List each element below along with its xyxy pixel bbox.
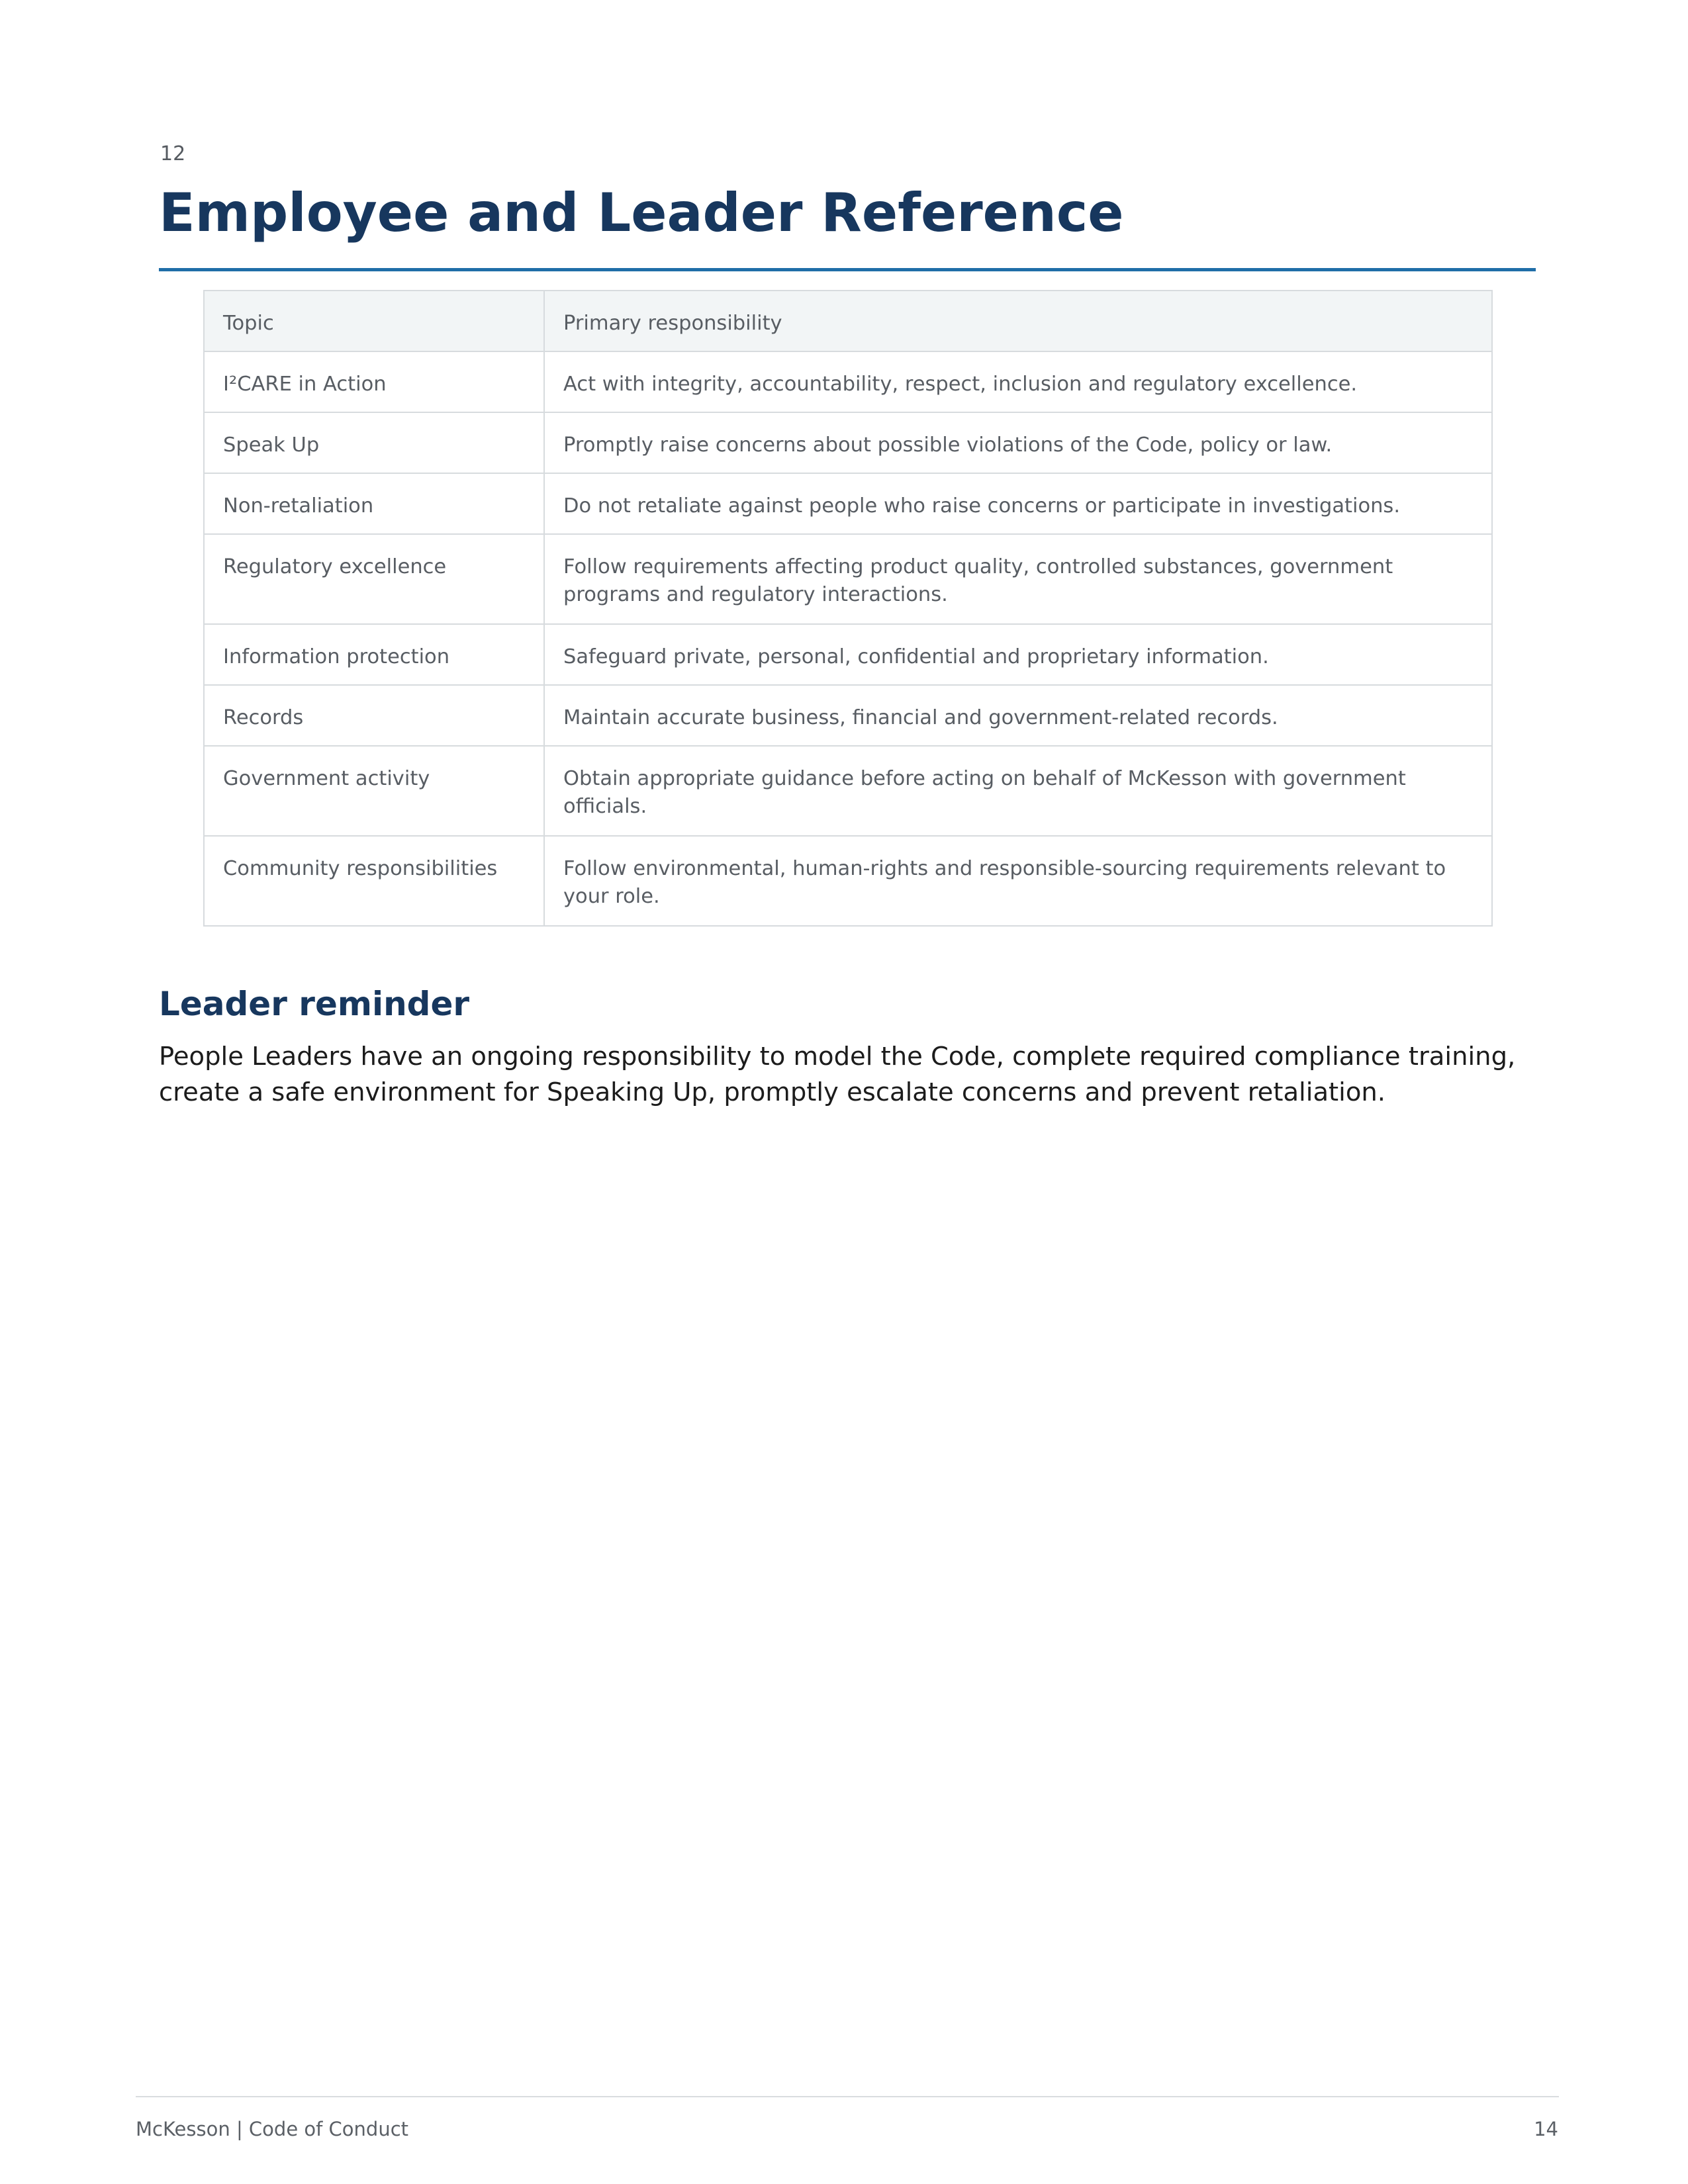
- topic-cell: Regulatory excellence: [204, 534, 544, 624]
- topic-cell: Community responsibilities: [204, 836, 544, 926]
- table-row: [204, 412, 1492, 473]
- table-row: [204, 351, 1492, 412]
- topic-cell: Information protection: [204, 624, 544, 685]
- responsibility-cell: Follow environmental, human-rights and responsible-sourcing requirements relevant to your role.: [544, 836, 1492, 926]
- footer-document-title: McKesson | Code of Conduct: [136, 2118, 409, 2140]
- table-row: [204, 685, 1492, 746]
- table-row: [204, 746, 1492, 836]
- table-row: [204, 624, 1492, 685]
- section-number: 12: [160, 142, 186, 165]
- reference-table: [203, 290, 1493, 927]
- responsibility-cell: Obtain appropriate guidance before acting on behalf of McKesson with government officials.: [544, 746, 1492, 836]
- responsibility-cell: Safeguard private, personal, confidential and proprietary information.: [544, 624, 1492, 685]
- responsibility-cell: Follow requirements affecting product quality, controlled substances, government programs and regulatory interactions.: [544, 534, 1492, 624]
- table-header-row: [204, 291, 1492, 351]
- responsibility-cell: Act with integrity, accountability, respect, inclusion and regulatory excellence.: [544, 351, 1492, 412]
- title-divider: [159, 268, 1536, 271]
- column-header-responsibility: Primary responsibility: [544, 291, 1492, 351]
- leader-reminder-text: People Leaders have an ongoing responsibility to model the Code, complete required compliance training, create a safe environment for Speaking Up, promptly escalate concerns and prevent retaliation.: [159, 1042, 1516, 1107]
- responsibility-cell: Promptly raise concerns about possible violations of the Code, policy or law.: [544, 412, 1492, 473]
- topic-cell: Non-retaliation: [204, 473, 544, 534]
- footer-divider: [136, 2096, 1559, 2097]
- page-title: Employee and Leader Reference: [159, 182, 1124, 244]
- footer-page-number: 14: [1534, 2118, 1558, 2140]
- topic-cell: Government activity: [204, 746, 544, 836]
- topic-cell: I²CARE in Action: [204, 351, 544, 412]
- leader-reminder-heading: Leader reminder: [159, 985, 470, 1023]
- responsibility-cell: Do not retaliate against people who raise concerns or participate in investigations.: [544, 473, 1492, 534]
- table-row: [204, 534, 1492, 624]
- table-row: [204, 836, 1492, 926]
- topic-cell: Records: [204, 685, 544, 746]
- responsibility-cell: Maintain accurate business, financial and government-related records.: [544, 685, 1492, 746]
- topic-cell: Speak Up: [204, 412, 544, 473]
- table-row: [204, 473, 1492, 534]
- column-header-topic: Topic: [204, 291, 544, 351]
